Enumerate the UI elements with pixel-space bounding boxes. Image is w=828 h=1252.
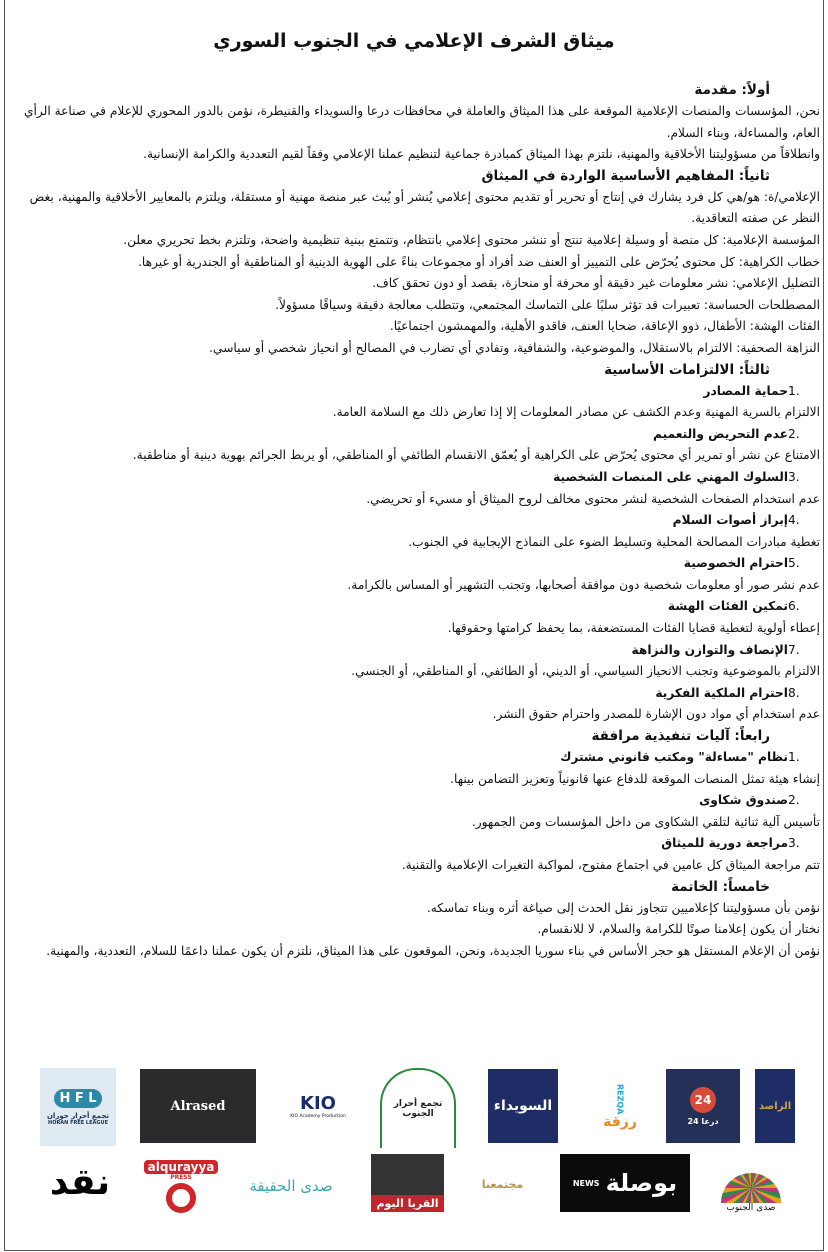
paragraph: نؤمن أن الإعلام المستقل هو حجر الأساس في بناء سوريا الجديدة، ونحن، الموقعون على هذا الميثاق، نلتزم أن يكون عملنا داعمًا للسلام، التعددية، والمهنية. <box>46 943 820 958</box>
commitment-item-title <box>8 683 820 705</box>
section <box>8 166 820 360</box>
section-heading: أولاً: مقدمة <box>694 82 770 98</box>
logo-mark: H F L <box>54 1089 101 1108</box>
item-title-text: حماية المصادر <box>703 383 788 398</box>
logo-sada-janoub <box>712 1155 790 1213</box>
logo-alqurayya-press <box>141 1155 221 1217</box>
commitment-item-title <box>8 790 820 812</box>
page-title: ميثاق الشرف الإعلامي في الجنوب السوري <box>213 30 615 52</box>
logo-qurayya-today <box>371 1154 444 1212</box>
item-title-text: السلوك المهني على المنصات الشخصية <box>553 469 788 484</box>
item-number: 1. <box>788 383 800 398</box>
section <box>8 726 820 877</box>
logo-text: PRESS <box>170 1173 192 1181</box>
paragraph: التضليل الإعلامي: نشر معلومات غير دقيقة أو محرفة أو منحازة، بقصد أو دون تحقق كاف. <box>372 276 820 291</box>
commitment-item-title <box>8 747 820 769</box>
section-heading: خامساً: الخاتمة <box>671 878 770 895</box>
item-description: إنشاء هيئة تمثل المنصات الموقعة للدفاع عنها قانونياً وتعزيز التضامن بينها. <box>450 771 820 786</box>
item-number: 4. <box>788 513 800 528</box>
item-number: 5. <box>788 556 800 571</box>
commitment-item-title <box>8 424 820 446</box>
commitment-item-title <box>8 381 820 403</box>
logo-text: درعا 24 <box>687 1116 719 1126</box>
item-number: 1. <box>788 750 800 765</box>
item-description: الامتناع عن نشر أو تمرير أي محتوى يُحرّض على الكراهية أو يُعمّق الانقسام الطائفي أو المناطقي، أو يربط الجرائم بهوية دينية أو مناطقية. <box>132 448 820 463</box>
commitment-item-title <box>8 596 820 618</box>
logo-gold-calligraphy-2: مجتمعنا <box>481 1177 524 1191</box>
item-description: تتم مراجعة الميثاق كل عامين في اجتماع مفتوح، لمواكبة التغيرات الإعلامية والتقنية. <box>401 858 820 872</box>
logo-fan <box>721 1173 781 1203</box>
logo-daraa24 <box>666 1069 740 1143</box>
logo-text: القريا اليوم <box>371 1195 444 1212</box>
item-title-text: صندوق شكاوى <box>699 793 788 808</box>
logo-text: KIO Academy Production <box>290 1114 346 1119</box>
logo-text: رزقة <box>603 1114 637 1131</box>
section <box>8 80 820 166</box>
paragraph: خطاب الكراهية: كل محتوى يُحرّض على التمييز أو العنف ضد أفراد أو مجموعات بناءً على الهوية الدينية أو المناطقية أو الجندرية أو غيرها. <box>138 254 820 269</box>
item-title-text: إبراز أصوات السلام <box>672 513 788 528</box>
item-description: عدم نشر صور أو معلومات شخصية دون موافقة أصحابها، وتجنب التشهير أو المساس بالكرامة. <box>347 577 820 592</box>
item-number: 2. <box>788 426 800 441</box>
logo-text: HORAN FREE LEAGUE <box>48 1119 108 1126</box>
paragraph: نحن، المؤسسات والمنصات الإعلامية الموقعة على هذا الميثاق والعاملة في محافظات درعا والسويداء والقنيطرة، نؤمن بالدور المحوري للإعلام في صناعة الرأي العام، والمساءلة، وبناء السلام. <box>23 104 820 140</box>
logo-text: NEWS <box>572 1178 600 1188</box>
paragraph: نؤمن بأن مسؤوليتنا كإعلاميين تتجاوز نقل الحدث إلى صياغة أثره وبناء تماسكه. <box>426 900 820 915</box>
paragraph: المؤسسة الإعلامية: كل منصة أو وسيلة إعلامية تنتج أو تنشر محتوى إعلامي بانتظام، وتتمتع ببنية تنظيمية واضحة، وتلتزم بخط تحريري معلن. <box>123 232 820 247</box>
logo-mark: REZQA <box>615 1083 625 1115</box>
logo-text: صدى الجنوب <box>726 1203 776 1213</box>
logo-bawsala-news <box>560 1154 690 1212</box>
commitment-item-title <box>8 553 820 575</box>
paragraph: الفئات الهشة: الأطفال، ذوو الإعاقة، ضحايا العنف، فاقدو الأهلية، والمهمشون اجتماعيًا. <box>389 319 820 334</box>
item-number: 6. <box>788 599 800 614</box>
item-title-text: الإنصاف والتوازن والنزاهة <box>631 642 788 657</box>
item-title-text: مراجعة دورية للميثاق <box>661 836 788 851</box>
logo-kio <box>288 1085 348 1127</box>
item-description: إعطاء أولوية لتغطية قضايا الفئات المستضعفة، بما يحفظ كرامتها وحقوقها. <box>447 621 820 636</box>
logo-rezqa <box>597 1068 643 1146</box>
item-title-text: تمكين الفئات الهشة <box>667 599 788 614</box>
section-heading: ثالثاً: الالتزامات الأساسية <box>604 361 770 378</box>
paragraph: وانطلاقاً من مسؤوليتنا الأخلاقية والمهنية، نلتزم بهذا الميثاق كمبادرة جماعية لتنظيم عملنا الإعلامي وفقاً لقيم التعددية والكرامة الإنسانية. <box>143 147 820 162</box>
item-number: 8. <box>788 685 800 700</box>
logo-mark: KIO <box>300 1093 336 1114</box>
item-description: الالتزام بالسرية المهنية وعدم الكشف عن مصادر المعلومات إلا إذا تعارض ذلك مع السلامة العامة. <box>332 405 820 420</box>
charter-document <box>8 26 820 962</box>
logo-tajammu-janoub: تجمع أحرار الجنوب <box>380 1068 456 1148</box>
commitment-item-title <box>8 640 820 662</box>
logo-naqd: نقد <box>49 1161 111 1203</box>
paragraph: الإعلامي/ة: هو/هي كل فرد يشارك في إنتاج أو تحرير أو تقديم محتوى إعلامي يُنشر أو يُبث عبر منصة مهنية أو مستقلة، ويلتزم بالمعايير الأخلاقية والمهنية، بغض النظر عن صفته التعاقدية. <box>29 189 820 226</box>
item-number: 3. <box>788 836 800 851</box>
logo-mark: alqurayya <box>144 1160 219 1174</box>
paragraph: نختار أن يكون إعلامنا صوتًا للكرامة والسلام، لا للانقسام. <box>537 922 820 937</box>
logo-sada-haqiqa: صدى الحقيقة <box>249 1177 333 1195</box>
paragraph: المصطلحات الحساسة: تعبيرات قد تؤثر سلبًا على التماسك المجتمعي، وتتطلب معالجة دقيقة وسياقًا مسؤولاً. <box>275 297 820 312</box>
item-title-text: نظام "مساءلة" ومكتب قانوني مشترك <box>560 750 788 765</box>
logo-alrased: Alrased <box>140 1069 256 1143</box>
commitment-item-title <box>8 510 820 532</box>
commitment-item-title <box>8 467 820 489</box>
logo-blue-calligraphy: السويداء <box>488 1069 558 1143</box>
item-description: تأسيس آلية ثنائية لتلقي الشكاوى من داخل المؤسسات ومن الجمهور. <box>471 814 820 829</box>
section <box>8 877 820 963</box>
logo-mark: 24 <box>690 1087 716 1113</box>
paragraph: النزاهة الصحفية: الالتزام بالاستقلال، والموضوعية، والشفافية، وتفادي أي تضارب في المصالح أو انحياز شخصي أو سياسي. <box>209 340 820 355</box>
logo-mark: بوصلة <box>605 1169 678 1197</box>
item-number: 3. <box>788 469 800 484</box>
section-heading: ثانياً: المفاهيم الأساسية الواردة في الميثاق <box>481 167 770 184</box>
item-description: تغطية مبادرات المصالحة المحلية وتسليط الضوء على النماذج الإيجابية في الجنوب. <box>408 534 820 549</box>
sections <box>8 80 820 962</box>
item-number: 7. <box>788 642 800 657</box>
logo-horan-free-league <box>40 1068 116 1146</box>
item-number: 2. <box>788 793 800 808</box>
item-description: الالتزام بالموضوعية وتجنب الانحياز السياسي، أو الديني، أو الطائفي، أو المناطقي، أو الجنسي. <box>351 664 820 679</box>
section-heading: رابعاً: آليات تنفيذية مرافقة <box>591 728 770 745</box>
item-title-text: عدم التحريض والتعميم <box>653 426 788 441</box>
logo-circle <box>166 1183 196 1213</box>
logo-text: تجمع أحرار حوران <box>46 1111 110 1120</box>
item-title-text: احترام الملكية الفكرية <box>655 685 788 700</box>
item-description: عدم استخدام أي مواد دون الإشارة للمصدر واحترام حقوق النشر. <box>492 707 820 722</box>
logo-gold-calligraphy: الراصد <box>755 1069 795 1143</box>
section <box>8 360 820 727</box>
commitment-item-title <box>8 833 820 855</box>
item-title-text: احترام الخصوصية <box>683 556 788 571</box>
item-description: عدم استخدام الصفحات الشخصية لنشر محتوى مخالف لروح الميثاق أو مسيء أو تحريضي. <box>366 491 820 506</box>
